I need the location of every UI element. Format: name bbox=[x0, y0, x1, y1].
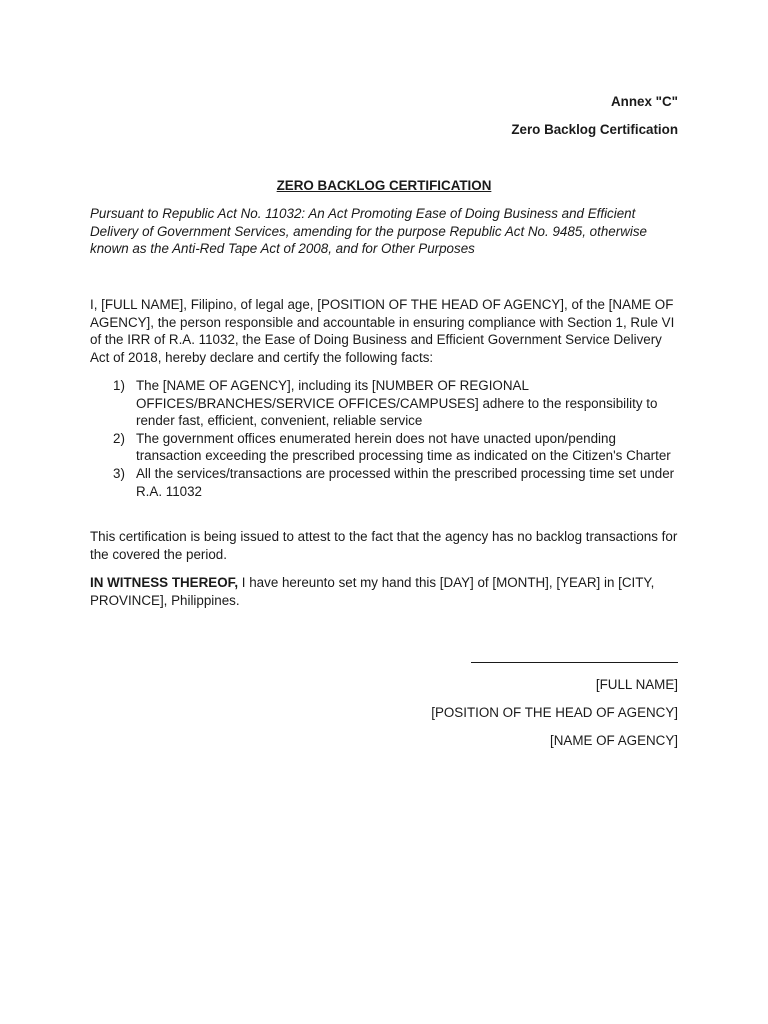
document-subtitle: Zero Backlog Certification bbox=[511, 122, 678, 137]
signature-line bbox=[471, 662, 678, 663]
preamble-paragraph: Pursuant to Republic Act No. 11032: An Act Promoting Ease of Doing Business and Efficient Delivery of Government Services, amending for the purpose Republic Act No. 9485, otherwise known as the Anti-Red Tape Act of 2008, and for Other Purposes bbox=[90, 206, 647, 257]
document-title: ZERO BACKLOG CERTIFICATION bbox=[276, 178, 492, 193]
list-item bbox=[90, 377, 684, 430]
witness-lead: IN WITNESS THEREOF, bbox=[90, 575, 239, 590]
list-item bbox=[90, 465, 684, 500]
signatory-agency: [NAME OF AGENCY] bbox=[550, 733, 678, 748]
list-item bbox=[90, 430, 684, 465]
certification-paragraph: This certification is being issued to attest to the fact that the agency has no backlog transactions for the covered the period. bbox=[90, 529, 678, 562]
signatory-name: [FULL NAME] bbox=[595, 677, 678, 692]
list-item-text: The [NAME OF AGENCY], including its [NUMBER OF REGIONAL OFFICES/BRANCHES/SERVICE OFFICES/CAMPUSES] adhere to the responsibility to render fast, efficient, convenient, reliable service bbox=[136, 378, 658, 429]
facts-list bbox=[90, 377, 684, 500]
list-item-text: The government offices enumerated herein does not have unacted upon/pending transaction exceeding the prescribed processing time as indicated on the Citizen's Charter bbox=[136, 430, 671, 464]
list-item-number: 1) bbox=[113, 378, 125, 393]
witness-paragraph bbox=[90, 574, 684, 609]
declaration-paragraph: I, [FULL NAME], Filipino, of legal age, [POSITION OF THE HEAD OF AGENCY], of the [NAME OF AGENCY], the person responsible and accountable in ensuring compliance with Section 1, Rule VI of the IRR of R.A. 11032, the Ease of Doing Business and Efficient Government Service Delivery Act of 2018, hereby declare and certify the following facts: bbox=[90, 297, 675, 365]
list-item-text: All the services/transactions are processed within the prescribed processing time set under R.A. 11032 bbox=[136, 465, 675, 499]
witness-text: I have hereunto set my hand this [DAY] of [MONTH], [YEAR] in [CITY, PROVINCE], Philippines. bbox=[90, 575, 655, 608]
list-item-number: 2) bbox=[113, 430, 125, 446]
annex-label: Annex "C" bbox=[610, 94, 678, 109]
list-item-number: 3) bbox=[113, 465, 125, 481]
signatory-position: [POSITION OF THE HEAD OF AGENCY] bbox=[431, 705, 678, 720]
